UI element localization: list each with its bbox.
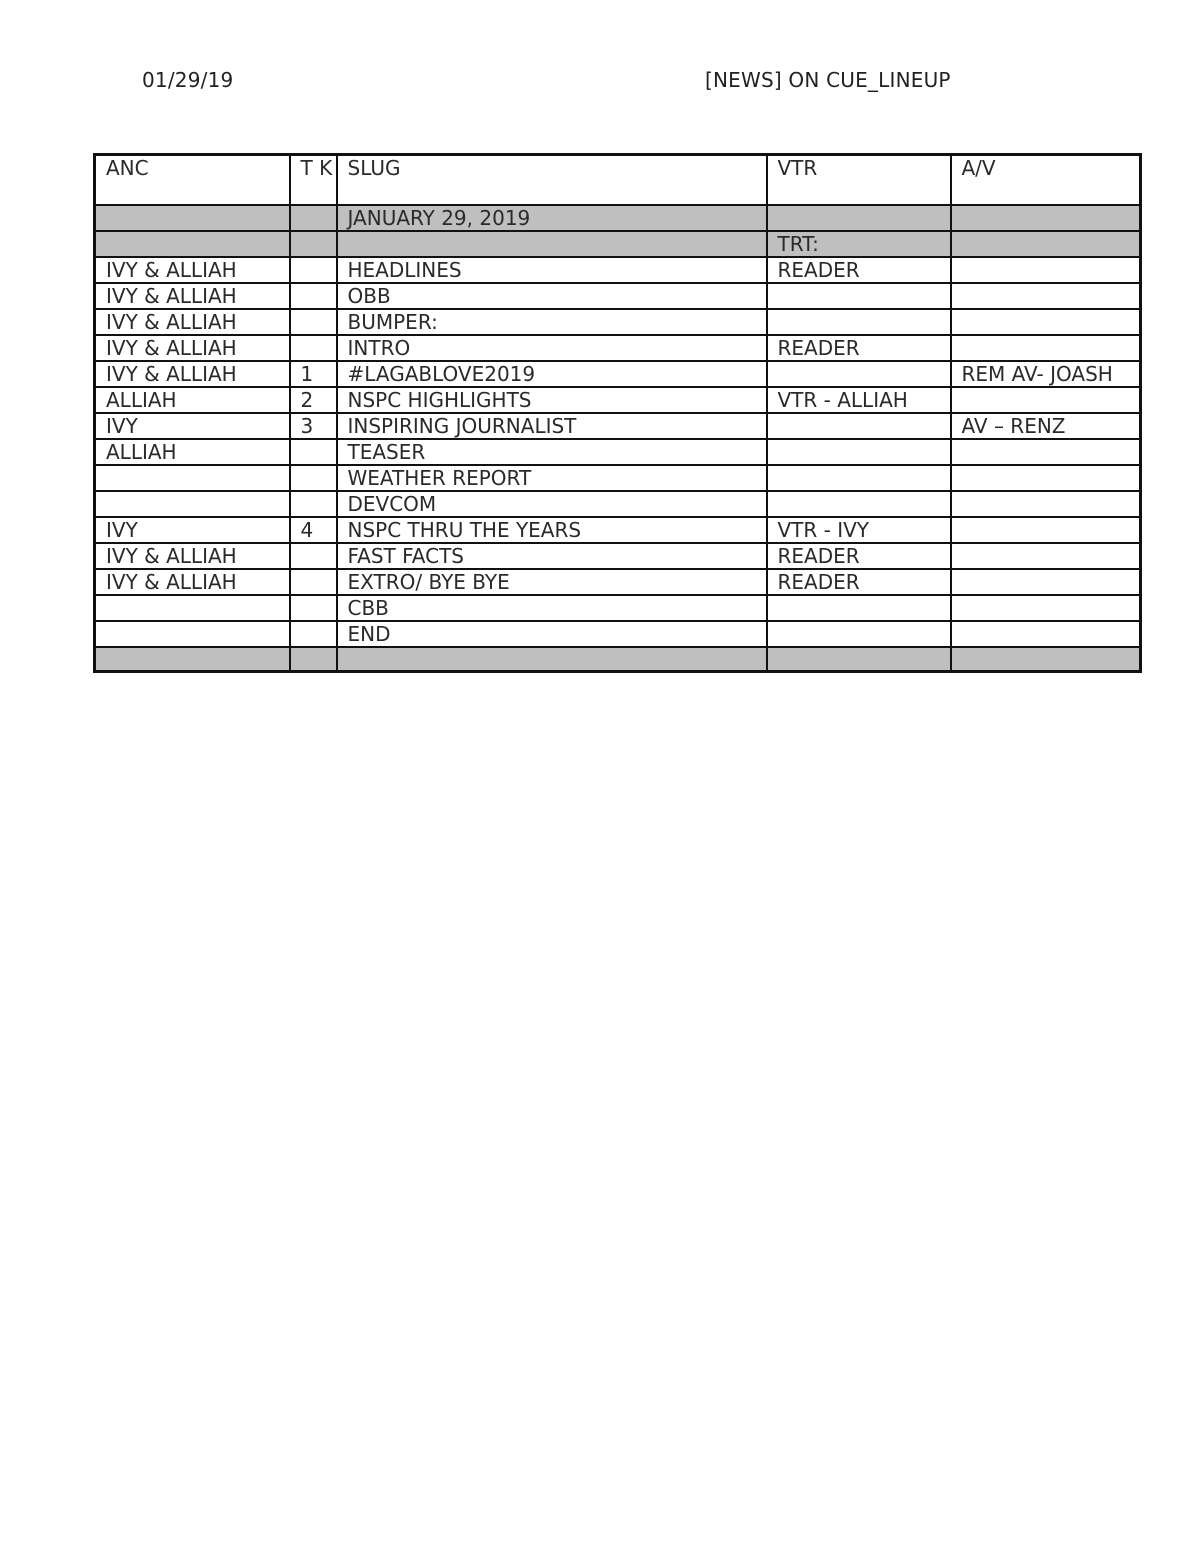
cell-anc: IVY (95, 413, 290, 439)
cell-vtr: READER (767, 335, 951, 361)
cell-av (951, 283, 1141, 309)
cell-av (951, 309, 1141, 335)
cell-anc (95, 621, 290, 647)
trt-label: TRT: (767, 231, 951, 257)
cell-av (951, 621, 1141, 647)
table-row (95, 283, 1141, 309)
column-header-av: A/V (951, 155, 1141, 206)
lineup-table (93, 153, 1142, 673)
cell-tk (290, 205, 337, 231)
cell-anc: IVY & ALLIAH (95, 569, 290, 595)
column-header-vtr: VTR (767, 155, 951, 206)
table-row (95, 361, 1141, 387)
table-row (95, 387, 1141, 413)
cell-slug: DEVCOM (337, 491, 767, 517)
cell-slug (337, 231, 767, 257)
cell-anc (95, 491, 290, 517)
table-header-row (95, 155, 1141, 206)
cell-slug: END (337, 621, 767, 647)
table-row (95, 309, 1141, 335)
cell-slug: EXTRO/ BYE BYE (337, 569, 767, 595)
cell-anc: IVY & ALLIAH (95, 309, 290, 335)
cell-slug: INTRO (337, 335, 767, 361)
table-row (95, 439, 1141, 465)
cell-anc: IVY (95, 517, 290, 543)
cell-av: AV – RENZ (951, 413, 1141, 439)
cell-tk (290, 543, 337, 569)
table-row (95, 569, 1141, 595)
cell-slug: OBB (337, 283, 767, 309)
date-row (95, 205, 1141, 231)
cell-tk: 1 (290, 361, 337, 387)
cell-vtr: READER (767, 569, 951, 595)
cell-vtr (767, 621, 951, 647)
cell-vtr: READER (767, 257, 951, 283)
cell-av: REM AV- JOASH (951, 361, 1141, 387)
cell-tk (290, 335, 337, 361)
cell-tk: 3 (290, 413, 337, 439)
cell-slug: NSPC THRU THE YEARS (337, 517, 767, 543)
cell-anc (95, 647, 290, 672)
cell-slug: FAST FACTS (337, 543, 767, 569)
cell-anc: IVY & ALLIAH (95, 283, 290, 309)
cell-av (951, 543, 1141, 569)
cell-anc (95, 205, 290, 231)
cell-av (951, 231, 1141, 257)
cell-tk (290, 569, 337, 595)
cell-slug: BUMPER: (337, 309, 767, 335)
cell-vtr (767, 465, 951, 491)
cell-vtr (767, 439, 951, 465)
cell-slug: CBB (337, 595, 767, 621)
cell-vtr (767, 491, 951, 517)
table-row (95, 595, 1141, 621)
cell-vtr (767, 595, 951, 621)
cell-vtr: VTR - IVY (767, 517, 951, 543)
cell-tk (290, 231, 337, 257)
cell-av (951, 465, 1141, 491)
cell-anc: IVY & ALLIAH (95, 361, 290, 387)
cell-av (951, 517, 1141, 543)
table-row (95, 257, 1141, 283)
cell-vtr (767, 647, 951, 672)
cell-slug: HEADLINES (337, 257, 767, 283)
cell-tk (290, 439, 337, 465)
cell-vtr (767, 205, 951, 231)
cell-av (951, 647, 1141, 672)
table-row (95, 621, 1141, 647)
cell-av (951, 595, 1141, 621)
cell-av (951, 387, 1141, 413)
cell-anc (95, 231, 290, 257)
cell-vtr: VTR - ALLIAH (767, 387, 951, 413)
column-header-slug: SLUG (337, 155, 767, 206)
cell-tk: 2 (290, 387, 337, 413)
table-row (95, 413, 1141, 439)
cell-tk (290, 283, 337, 309)
column-header-anc: ANC (95, 155, 290, 206)
cell-anc: IVY & ALLIAH (95, 543, 290, 569)
cell-anc: ALLIAH (95, 387, 290, 413)
cell-slug (337, 647, 767, 672)
document-title: [NEWS] ON CUE_LINEUP (705, 68, 951, 92)
cell-anc: ALLIAH (95, 439, 290, 465)
cell-av (951, 335, 1141, 361)
cell-av (951, 569, 1141, 595)
broadcast-date: JANUARY 29, 2019 (337, 205, 767, 231)
cell-tk (290, 595, 337, 621)
cell-vtr (767, 361, 951, 387)
cell-av (951, 439, 1141, 465)
column-header-tk: T K (290, 155, 337, 206)
cell-vtr (767, 309, 951, 335)
cell-slug: TEASER (337, 439, 767, 465)
document-date: 01/29/19 (142, 68, 234, 92)
table-row (95, 465, 1141, 491)
cell-tk: 4 (290, 517, 337, 543)
footer-row (95, 647, 1141, 672)
cell-tk (290, 465, 337, 491)
cell-av (951, 491, 1141, 517)
table-row (95, 335, 1141, 361)
cell-anc (95, 595, 290, 621)
cell-slug: INSPIRING JOURNALIST (337, 413, 767, 439)
cell-vtr (767, 283, 951, 309)
table-row (95, 543, 1141, 569)
cell-tk (290, 647, 337, 672)
cell-vtr: READER (767, 543, 951, 569)
cell-anc: IVY & ALLIAH (95, 335, 290, 361)
cell-slug: #LAGABLOVE2019 (337, 361, 767, 387)
cell-tk (290, 257, 337, 283)
table-row (95, 517, 1141, 543)
cell-tk (290, 491, 337, 517)
cell-slug: WEATHER REPORT (337, 465, 767, 491)
cell-av (951, 257, 1141, 283)
cell-anc: IVY & ALLIAH (95, 257, 290, 283)
trt-row (95, 231, 1141, 257)
cell-slug: NSPC HIGHLIGHTS (337, 387, 767, 413)
cell-anc (95, 465, 290, 491)
cell-av (951, 205, 1141, 231)
cell-vtr (767, 413, 951, 439)
cell-tk (290, 621, 337, 647)
cell-tk (290, 309, 337, 335)
table-row (95, 491, 1141, 517)
